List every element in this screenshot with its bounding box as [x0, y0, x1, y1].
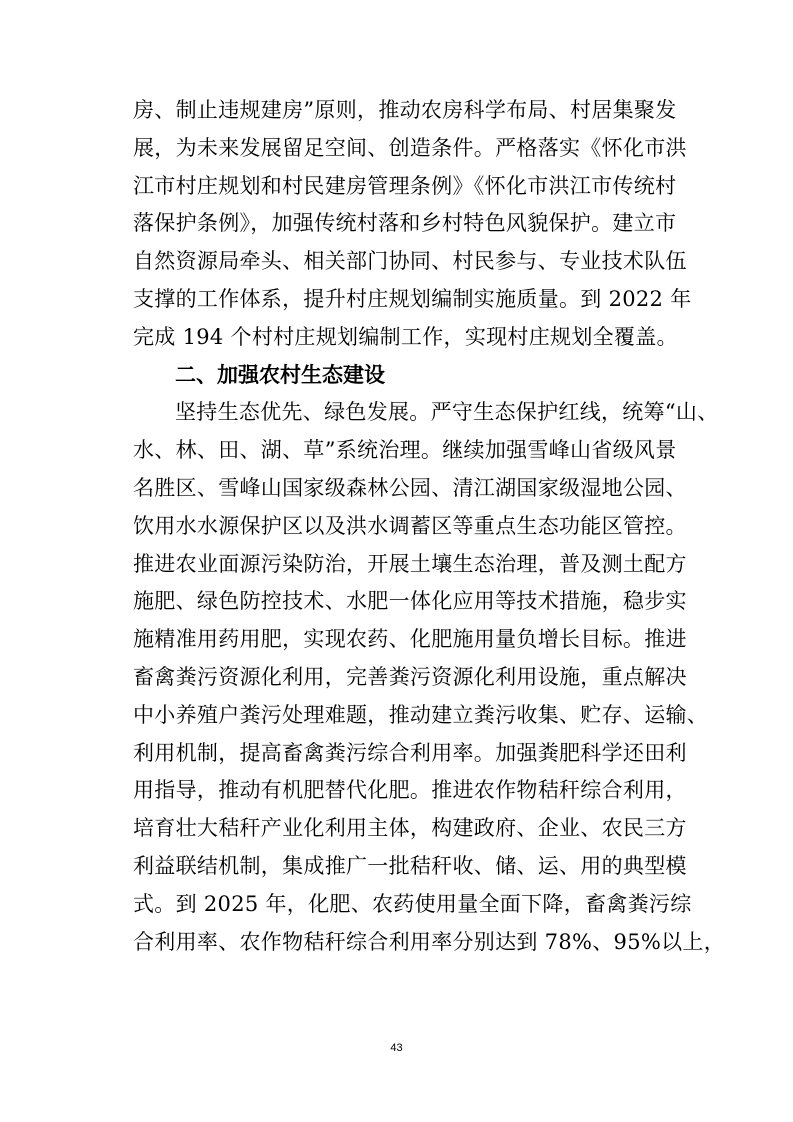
text-line: 合利用率、农作物秸秆综合利用率分别达到 78%、95%以上，: [133, 929, 726, 954]
paragraph-rural-planning: [133, 92, 692, 357]
page-number: 43: [390, 1042, 403, 1054]
text-line: 推进农业面源污染防治，开展土壤生态治理，普及测土配方: [133, 551, 687, 576]
text-line: 落保护条例》，加强传统村落和乡村特色风貌保护。建立市: [133, 211, 677, 236]
text-line: 畜禽粪污资源化利用，完善粪污资源化利用设施，重点解决: [133, 664, 687, 689]
text-line: 施肥、绿色防控技术、水肥一体化应用等技术措施，稳步实: [133, 589, 687, 614]
text-line: 水、林、田、湖、草”系统治理。继续加强雪峰山省级风景: [133, 438, 677, 463]
text-line: 培育壮大秸秆产业化利用主体，构建政府、企业、农民三方: [133, 816, 687, 841]
paragraph-ecological-construction: [133, 394, 726, 961]
text-line: 自然资源局牵头、相关部门协同、村民参与、专业技术队伍: [133, 249, 687, 274]
text-line: 完成 194 个村村庄规划编制工作，实现村庄规划全覆盖。: [133, 324, 678, 349]
document-body: [133, 92, 726, 961]
text-line: 中小养殖户粪污处理难题，推动建立粪污收集、贮存、运输、: [133, 702, 709, 727]
text-line: 用指导，推动有机肥替代化肥。推进农作物秸秆综合利用，: [133, 778, 687, 803]
text-line: 利益联结机制，集成推广一批秸秆收、储、运、用的典型模: [133, 853, 687, 878]
text-line: 名胜区、雪峰山国家级森林公园、清江湖国家级湿地公园、: [133, 475, 687, 500]
text-line: 江市村庄规划和村民建房管理条例》《怀化市洪江市传统村: [133, 173, 677, 198]
text-line: 房、制止违规建房”原则，推动农房科学布局、村居集聚发: [133, 98, 677, 122]
text-line: 饮用水水源保护区以及洪水调蓄区等重点生态功能区管控。: [133, 513, 687, 538]
text-line: 展，为未来发展留足空间、创造条件。严格落实《怀化市洪: [133, 135, 687, 160]
text-line: 利用机制，提高畜禽粪污综合利用率。加强粪肥科学还田利: [133, 740, 687, 765]
text-line: 支撑的工作体系，提升村庄规划编制实施质量。到 2022 年: [133, 286, 692, 311]
text-line: 坚持生态优先、绿色发展。严守生态保护红线，统筹“山、: [175, 400, 719, 425]
section-heading: 二、加强农村生态建设: [175, 362, 385, 387]
text-line: 式。到 2025 年，化肥、农药使用量全面下降，畜禽粪污综: [133, 891, 692, 916]
text-line: 施精准用药用肥，实现农药、化肥施用量负增长目标。推进: [133, 627, 687, 652]
